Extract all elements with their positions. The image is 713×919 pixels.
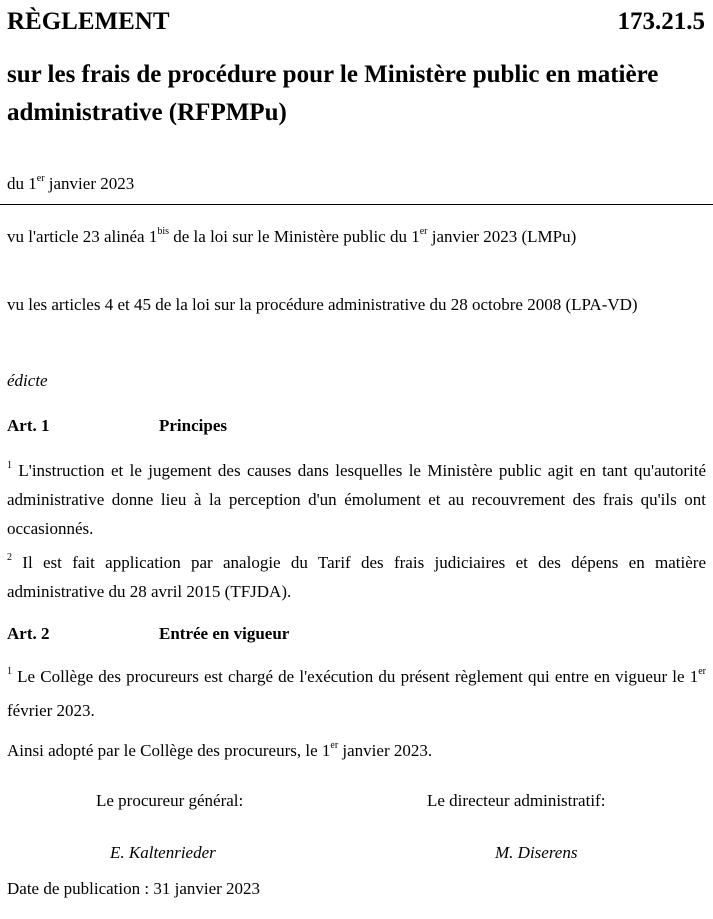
document-title: sur les frais de procédure pour le Ministère public en matière administrative (RFPMPu) <box>7 61 659 126</box>
edicte-text: édicte <box>7 371 48 390</box>
signer-1-name: E. Kaltenrieder <box>110 843 216 862</box>
header-divider <box>0 204 713 205</box>
preamble-lpa: vu les articles 4 et 45 de la loi sur la procédure administrative du 28 octobre 2008 (LPA-VD) <box>7 295 638 314</box>
preamble-lmpu: vu l'article 23 alinéa $1^{bis}$ de la loi sur le Ministère public du 1er janvier 2023 (LMPu) <box>7 226 577 246</box>
document-header <box>7 4 705 40</box>
article-2-paragraph-1: $^1$ Le Collège des procureurs est chargé de l'exécution du présent règlement qui entre en vigueur le 1er février 2023. <box>7 666 706 720</box>
article-1-number: Art. 1 <box>7 416 50 435</box>
article-2-title: Entrée en vigueur <box>159 624 290 643</box>
article-1-title: Principes <box>159 416 227 435</box>
adoption-statement: Ainsi adopté par le Collège des procureurs, le 1er janvier 2023. <box>7 740 433 760</box>
signer-1-role: Le procureur général: <box>96 791 244 810</box>
article-2-number: Art. 2 <box>7 624 50 643</box>
signer-2-name: M. Diserens <box>495 843 578 862</box>
document-number: 173.21.5 <box>617 8 705 35</box>
article-1-paragraph-1: $^1$ L'instruction et le jugement des causes dans lesquelles le Ministère public agit en tant qu'autorité administrative donne lieu à la perception d'un émolument et au recouvrement des frais qu'ils ont occasionnés. <box>7 460 706 538</box>
signer-2-role: Le directeur administratif: <box>427 791 606 810</box>
document-date: du 1er janvier 2023 <box>7 173 135 193</box>
document-type: RÈGLEMENT <box>7 8 170 35</box>
publication-date: Date de publication : 31 janvier 2023 <box>7 879 261 898</box>
article-1-paragraph-2: $^2$ Il est fait application par analogie du Tarif des frais judiciaires et des dépens en matière administrative du 28 avril 2015 (TFJDA). <box>7 552 706 601</box>
